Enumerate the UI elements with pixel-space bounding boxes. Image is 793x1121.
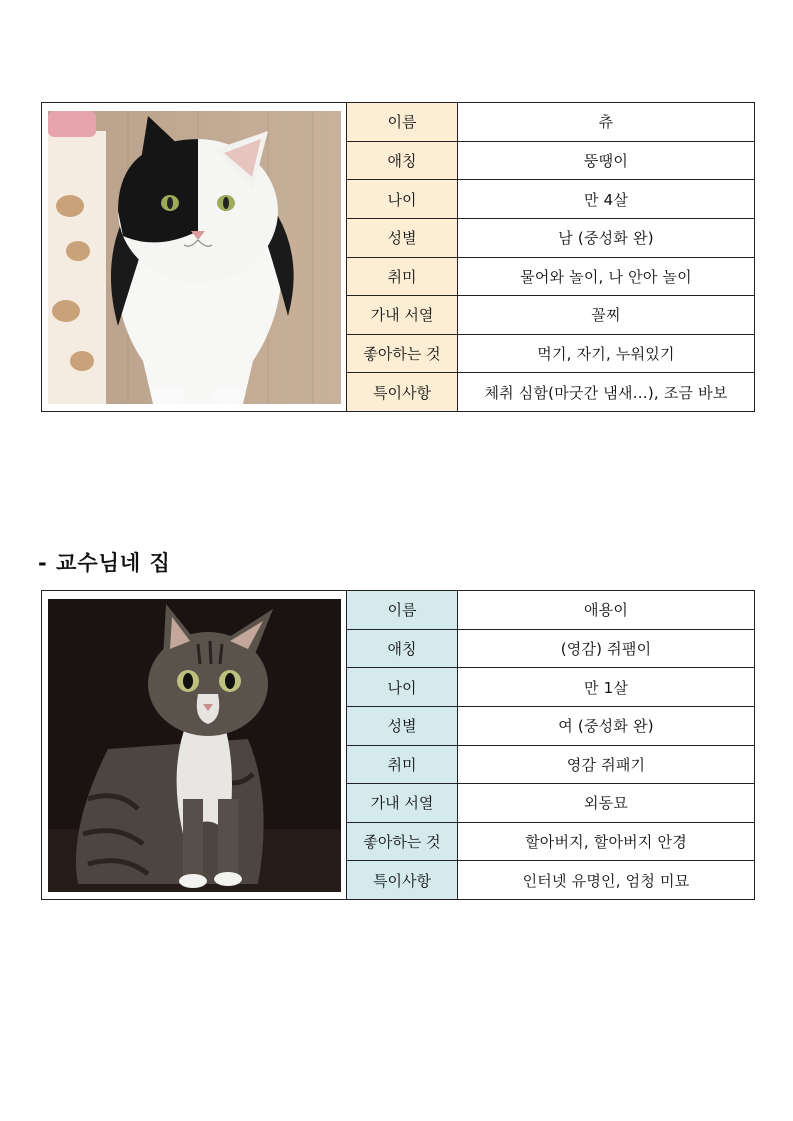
- row-label: 취미: [347, 746, 458, 784]
- row-value: 여 (중성화 완): [558, 717, 654, 736]
- row-value: 만 1살: [583, 678, 629, 697]
- photo-cell: [42, 591, 347, 899]
- row-label: 좋아하는 것: [347, 823, 458, 861]
- section-title: - 교수님네 집: [38, 551, 171, 575]
- row-value: 뚱땡이: [583, 151, 629, 170]
- table-row: [347, 630, 754, 669]
- row-label: 이름: [347, 591, 458, 629]
- tabby-cat-photo: [48, 599, 341, 892]
- row-label: 성별: [347, 219, 458, 257]
- table-row: [347, 861, 754, 899]
- black-white-cat-photo: [48, 111, 341, 404]
- row-label: 나이: [347, 668, 458, 706]
- row-value: 만 4살: [583, 190, 629, 209]
- table-row: [347, 746, 754, 785]
- row-label: 가내 서열: [347, 296, 458, 334]
- photo-cell: [42, 103, 347, 411]
- row-value: 꼴찌: [591, 306, 621, 325]
- row-label: 애칭: [347, 142, 458, 180]
- row-value: 체취 심함(마굿간 냄새…), 조금 바보: [484, 383, 728, 402]
- table-row: [347, 668, 754, 707]
- row-value: 할아버지, 할아버지 안경: [525, 833, 687, 852]
- row-value: 인터넷 유명인, 엄청 미묘: [522, 871, 690, 890]
- table-row: [347, 591, 754, 630]
- table-row: [347, 373, 754, 411]
- table-row: [347, 180, 754, 219]
- row-value: 츄: [598, 113, 614, 132]
- row-label: 나이: [347, 180, 458, 218]
- cat-profile-card-2: [41, 590, 755, 900]
- row-label: 가내 서열: [347, 784, 458, 822]
- row-label: 애칭: [347, 630, 458, 668]
- row-label: 특이사항: [347, 861, 458, 899]
- row-label: 좋아하는 것: [347, 335, 458, 373]
- row-label: 특이사항: [347, 373, 458, 411]
- table-row: [347, 142, 754, 181]
- row-value: 영감 쥐패기: [566, 755, 646, 774]
- row-label: 취미: [347, 258, 458, 296]
- row-value: 외동묘: [583, 794, 629, 813]
- row-value: (영감) 쥐팸이: [560, 639, 652, 658]
- row-label: 성별: [347, 707, 458, 745]
- cat-profile-card-1: [41, 102, 755, 412]
- row-label: 이름: [347, 103, 458, 141]
- info-table: [347, 591, 754, 899]
- table-row: [347, 219, 754, 258]
- table-row: [347, 784, 754, 823]
- row-value: 물어와 놀이, 나 안아 놀이: [520, 267, 692, 286]
- table-row: [347, 823, 754, 862]
- info-table: [347, 103, 754, 411]
- table-row: [347, 103, 754, 142]
- row-value: 남 (중성화 완): [558, 229, 654, 248]
- row-value: 애용이: [583, 601, 629, 620]
- table-row: [347, 707, 754, 746]
- table-row: [347, 335, 754, 374]
- row-value: 먹기, 자기, 누워있기: [537, 345, 675, 364]
- table-row: [347, 258, 754, 297]
- table-row: [347, 296, 754, 335]
